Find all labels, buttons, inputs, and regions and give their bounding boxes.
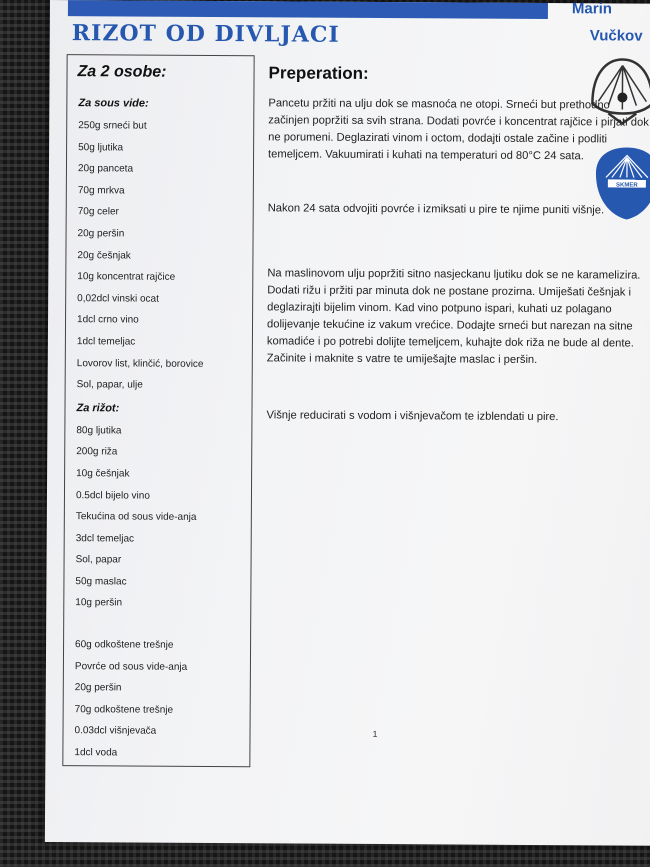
list-item: 0,02dcl vinski ocat: [77, 292, 159, 305]
header-bar: [68, 0, 548, 19]
list-item: 50g maslac: [75, 576, 127, 588]
extra-list: [71, 638, 242, 769]
list-item: 10g peršin: [75, 597, 123, 609]
list-item: 70g celer: [77, 206, 119, 218]
list-item: Tekućina od sous vide-anja: [75, 511, 197, 523]
servings-heading: Za 2 osobe:: [77, 63, 167, 81]
preparation-paragraph-4: Višnje reducirati s vodom i višnjevačom te izblendati u pire.: [266, 409, 559, 424]
list-item: Lovorov list, klinčić, borovice: [76, 357, 204, 370]
author-last-name: Vučkov: [589, 27, 643, 45]
list-item: 50g ljutika: [78, 141, 124, 154]
recipe-page: [45, 0, 650, 846]
preparation-paragraph-3: Na maslinovom ulju popržiti sitno nasjeckanu ljutiku dok se ne karamelizira. Dodati rižu i pržiti par minuta dok ne postane prozirna. Umiješati češnjak i deglazirajti bijelim vinom. Kad vino potpuno ispari, kuhati uz polagano dolijevanje tekućine iz vakum vrećice. Dodajte srneći but narezan na sitne komadiće i po potrebi dolijte temeljcem, kuhajte dok riža ne bude al dente. Začinite i maknite s vatre te umiješajte maslac i peršin.: [266, 267, 641, 366]
list-item: 70g odkoštene trešnje: [74, 704, 174, 716]
list-item: 200g riža: [76, 446, 118, 458]
list-item: 20g panceta: [77, 163, 134, 175]
list-item: 70g mrkva: [77, 184, 125, 197]
preparation-heading: Preperation:: [268, 63, 369, 83]
author-first-name: Marin: [571, 0, 613, 18]
sous-vide-heading: Za sous vide:: [78, 97, 149, 110]
list-item: 1dcl temeljac: [76, 336, 136, 348]
list-item: 0.03dcl višnjevača: [74, 725, 157, 738]
list-item: 0.5dcl bijelo vino: [75, 489, 150, 502]
list-item: 10g češnjak: [76, 468, 130, 480]
list-item: 60g odkoštene trešnje: [75, 639, 174, 651]
ingredients-panel: [62, 54, 254, 767]
list-item: 1dcl voda: [74, 747, 118, 759]
badge-logo-text: SKMER: [616, 182, 638, 189]
list-item: 20g peršin: [74, 682, 122, 694]
recipe-title: RIZOT OD DIVLJACI: [71, 20, 340, 48]
list-item: 250g srneći but: [78, 120, 147, 132]
sous-vide-list: [74, 119, 246, 401]
list-item: 3dcl temeljac: [75, 532, 135, 545]
list-item: 20g češnjak: [77, 249, 131, 262]
preparation-paragraph-1: Pancetu pržiti na ulju dok se masnoća ne otopi. Srneći but prethodno začinjen popržiti sa svih strana. Dodati povrće i koncentrat rajčice i pirjati dok ne porumeni. Deglazirati vinom i octom, dodajti ostale začine i podliti temeljcem. Vakuumirati i kuhati na temperaturi od 80°C 24 sata.: [268, 97, 649, 163]
rizot-list: [72, 424, 243, 619]
list-item: 1dcl crno vino: [77, 314, 139, 326]
list-item: Povrće od sous vide-anja: [74, 660, 188, 673]
list-gap: [72, 618, 242, 639]
list-item: Sol, papar, ulje: [76, 379, 143, 391]
list-item: Sol, papar: [75, 554, 122, 566]
list-item: 80g ljutika: [76, 424, 122, 437]
preparation-paragraph-2: Nakon 24 sata odvojiti povrće i izmiksati u pire te njime puniti višnje.: [267, 202, 605, 217]
list-item: 10g koncentrat rajčice: [77, 271, 176, 283]
list-item: 20g peršin: [77, 228, 125, 240]
page-number: 1: [372, 728, 378, 740]
rizot-heading: Za rižot:: [76, 401, 120, 415]
